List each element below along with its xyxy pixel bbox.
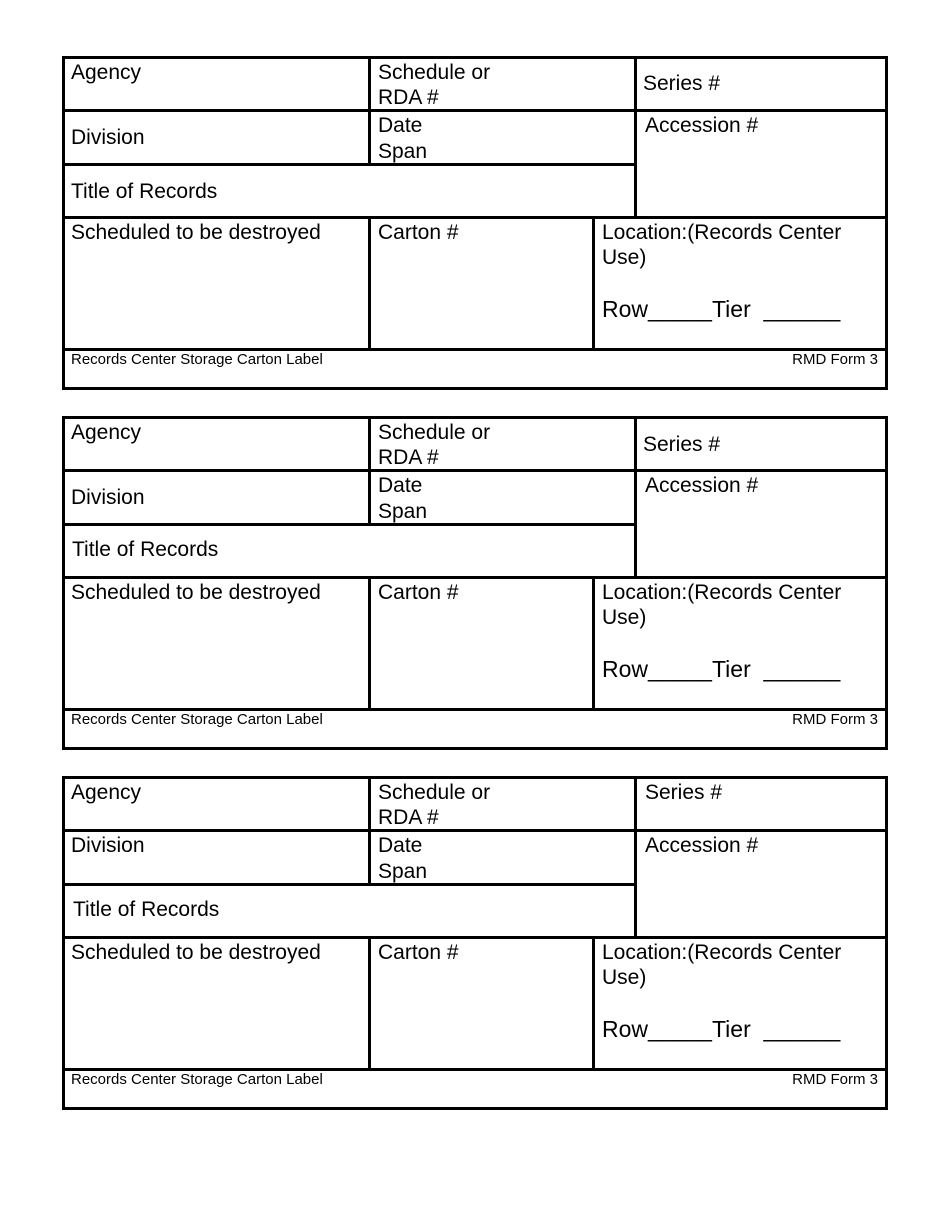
- accession-label: Accession #: [645, 474, 759, 497]
- location-use-label: Use): [602, 246, 647, 269]
- form-number: RMD Form 3: [792, 1071, 878, 1088]
- divider: [368, 936, 371, 1070]
- division-label: Division: [71, 126, 145, 149]
- divider: [368, 576, 371, 710]
- divider: [62, 576, 888, 579]
- row-tier-field: Row_____Tier ______: [602, 296, 841, 322]
- border-right: [885, 56, 888, 390]
- divider: [62, 109, 888, 112]
- divider: [62, 829, 888, 832]
- row-tier-field: Row_____Tier ______: [602, 656, 841, 682]
- divider: [634, 56, 637, 218]
- span-label: Span: [378, 860, 428, 883]
- rda-label: RDA #: [378, 446, 439, 469]
- border-right: [885, 776, 888, 1110]
- division-label: Division: [71, 486, 145, 509]
- divider: [62, 163, 637, 166]
- carton-label-1: [62, 56, 888, 390]
- title-of-records-label: Title of Records: [72, 538, 219, 561]
- accession-label: Accession #: [645, 114, 759, 137]
- border-top: [62, 56, 888, 59]
- schedule-label: Schedule or: [378, 61, 491, 84]
- agency-label: Agency: [71, 61, 142, 84]
- series-label: Series #: [645, 781, 723, 804]
- divider: [62, 216, 888, 219]
- schedule-label: Schedule or: [378, 781, 491, 804]
- scheduled-destroyed-label: Scheduled to be destroyed: [71, 221, 321, 244]
- agency-label: Agency: [71, 421, 142, 444]
- border-left: [62, 416, 65, 750]
- rda-label: RDA #: [378, 806, 439, 829]
- divider: [592, 936, 595, 1070]
- border-left: [62, 56, 65, 390]
- location-label: Location:(Records Center: [602, 941, 842, 964]
- divider: [592, 576, 595, 710]
- rda-label: RDA #: [378, 86, 439, 109]
- carton-label: Carton #: [378, 221, 459, 244]
- form-number: RMD Form 3: [792, 351, 878, 368]
- carton-label-2: [62, 416, 888, 750]
- form-number: RMD Form 3: [792, 711, 878, 728]
- title-of-records-label: Title of Records: [73, 898, 220, 921]
- span-label: Span: [378, 140, 428, 163]
- border-top: [62, 776, 888, 779]
- title-of-records-label: Title of Records: [71, 180, 218, 203]
- border-bottom: [62, 387, 888, 390]
- agency-label: Agency: [71, 781, 142, 804]
- divider: [368, 56, 371, 163]
- divider: [634, 416, 637, 578]
- border-bottom: [62, 747, 888, 750]
- location-label: Location:(Records Center: [602, 221, 842, 244]
- border-right: [885, 416, 888, 750]
- footer-title: Records Center Storage Carton Label: [71, 351, 323, 368]
- date-label: Date: [378, 474, 423, 497]
- span-label: Span: [378, 500, 428, 523]
- border-bottom: [62, 1107, 888, 1110]
- border-left: [62, 776, 65, 1110]
- carton-label-3: [62, 776, 888, 1110]
- location-use-label: Use): [602, 966, 647, 989]
- divider: [62, 883, 637, 886]
- accession-label: Accession #: [645, 834, 759, 857]
- divider: [62, 523, 637, 526]
- divider: [634, 776, 637, 938]
- carton-label: Carton #: [378, 581, 459, 604]
- footer-title: Records Center Storage Carton Label: [71, 1071, 323, 1088]
- divider: [62, 936, 888, 939]
- divider: [62, 469, 888, 472]
- divider: [368, 416, 371, 523]
- scheduled-destroyed-label: Scheduled to be destroyed: [71, 941, 321, 964]
- scheduled-destroyed-label: Scheduled to be destroyed: [71, 581, 321, 604]
- date-label: Date: [378, 834, 423, 857]
- location-label: Location:(Records Center: [602, 581, 842, 604]
- schedule-label: Schedule or: [378, 421, 491, 444]
- divider: [368, 776, 371, 883]
- location-use-label: Use): [602, 606, 647, 629]
- divider: [592, 216, 595, 350]
- series-label: Series #: [643, 433, 721, 456]
- footer-title: Records Center Storage Carton Label: [71, 711, 323, 728]
- row-tier-field: Row_____Tier ______: [602, 1016, 841, 1042]
- divider: [368, 216, 371, 350]
- series-label: Series #: [643, 72, 721, 95]
- date-label: Date: [378, 114, 423, 137]
- division-label: Division: [71, 834, 145, 857]
- border-top: [62, 416, 888, 419]
- carton-label: Carton #: [378, 941, 459, 964]
